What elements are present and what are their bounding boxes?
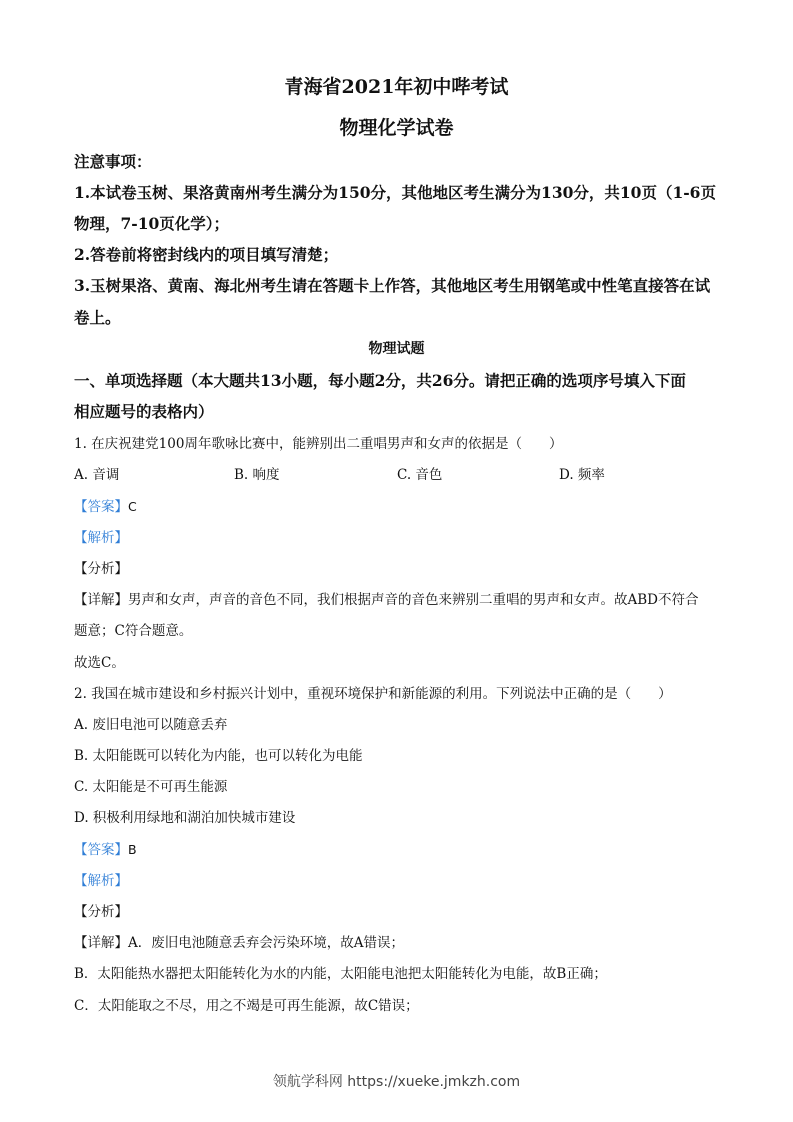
q1-stem: 1. 在庆祝建党100周年歌咏比赛中，能辨别出二重唱男声和女声的依据是（ ） — [74, 436, 563, 452]
exam-title: 青海省2021年初中哔考试 — [284, 76, 509, 98]
q1-conclusion: 故选C。 — [74, 655, 125, 671]
q1-option-a: A. 音调 — [74, 467, 120, 483]
q1-answer-label: 【答案】 — [74, 499, 128, 515]
footer-watermark: 领航学科网 https://xueke.jmkzh.com — [272, 1074, 521, 1090]
notes-line-1: 1.本试卷玉树、果洛黄南州考生满分为150分，其他地区考生满分为130分，共10页（1-6页 — [74, 183, 716, 202]
notes-line-2: 2.答卷前将密封线内的项目填写清楚； — [74, 245, 339, 264]
q2-option-c: C. 太阳能是不可再生能源 — [74, 779, 228, 795]
q1-option-b: B. 响度 — [234, 467, 280, 483]
q2-answer — [74, 838, 724, 858]
q2-detail-a: 【详解】A．废旧电池随意丢弃会污染环境，故A错误； — [74, 935, 404, 951]
notes-line-3: 3.玉树果洛、黄南、海北州考生请在答题卡上作答，其他地区考生用钢笔或中性笔直接答在试 — [74, 276, 711, 295]
q1-fenxi: 【分析】 — [74, 561, 128, 577]
q2-option-b: B. 太阳能既可以转化为内能，也可以转化为电能 — [74, 748, 363, 764]
q1-option-d: D. 频率 — [559, 467, 605, 483]
section-title: 物理试题 — [368, 341, 425, 357]
q2-stem: 2. 我国在城市建设和乡村振兴计划中，重视环境保护和新能源的利用。下列说法中正确的是（ ） — [74, 686, 672, 702]
q2-option-d: D. 积极利用绿地和湖泊加快城市建设 — [74, 810, 296, 826]
q2-answer-label: 【答案】 — [74, 842, 128, 858]
notes-line-1-cont: 物理，7-10页化学）； — [74, 214, 230, 233]
part-heading-cont: 相应题号的表格内） — [74, 402, 214, 421]
q1-analysis-label: 【解析】 — [74, 530, 128, 546]
notes-line-3-cont: 卷上。 — [74, 308, 121, 327]
notes-heading: 注意事项： — [74, 152, 152, 171]
q1-answer-value: C — [128, 499, 137, 514]
q2-analysis-label: 【解析】 — [74, 873, 128, 889]
q2-fenxi: 【分析】 — [74, 904, 128, 920]
q2-answer-value: B — [128, 842, 137, 857]
q1-option-c: C. 音色 — [397, 467, 443, 483]
exam-subtitle: 物理化学试卷 — [339, 117, 454, 139]
q2-detail-c: C．太阳能取之不尽，用之不竭是可再生能源，故C错误； — [74, 998, 419, 1014]
q2-option-a: A. 废旧电池可以随意丢弃 — [74, 717, 228, 733]
q1-detail-cont: 题意；C符合题意。 — [74, 623, 193, 639]
part-heading: 一、单项选择题（本大题共13小题，每小题2分，共26分。请把正确的选项序号填入下面 — [74, 371, 686, 390]
q1-answer — [74, 495, 724, 515]
q2-detail-b: B．太阳能热水器把太阳能转化为水的内能，太阳能电池把太阳能转化为电能，故B正确； — [74, 966, 607, 982]
q1-detail: 【详解】男声和女声，声音的音色不同，我们根据声音的音色来辨别二重唱的男声和女声。故ABD不符合 — [74, 592, 699, 608]
